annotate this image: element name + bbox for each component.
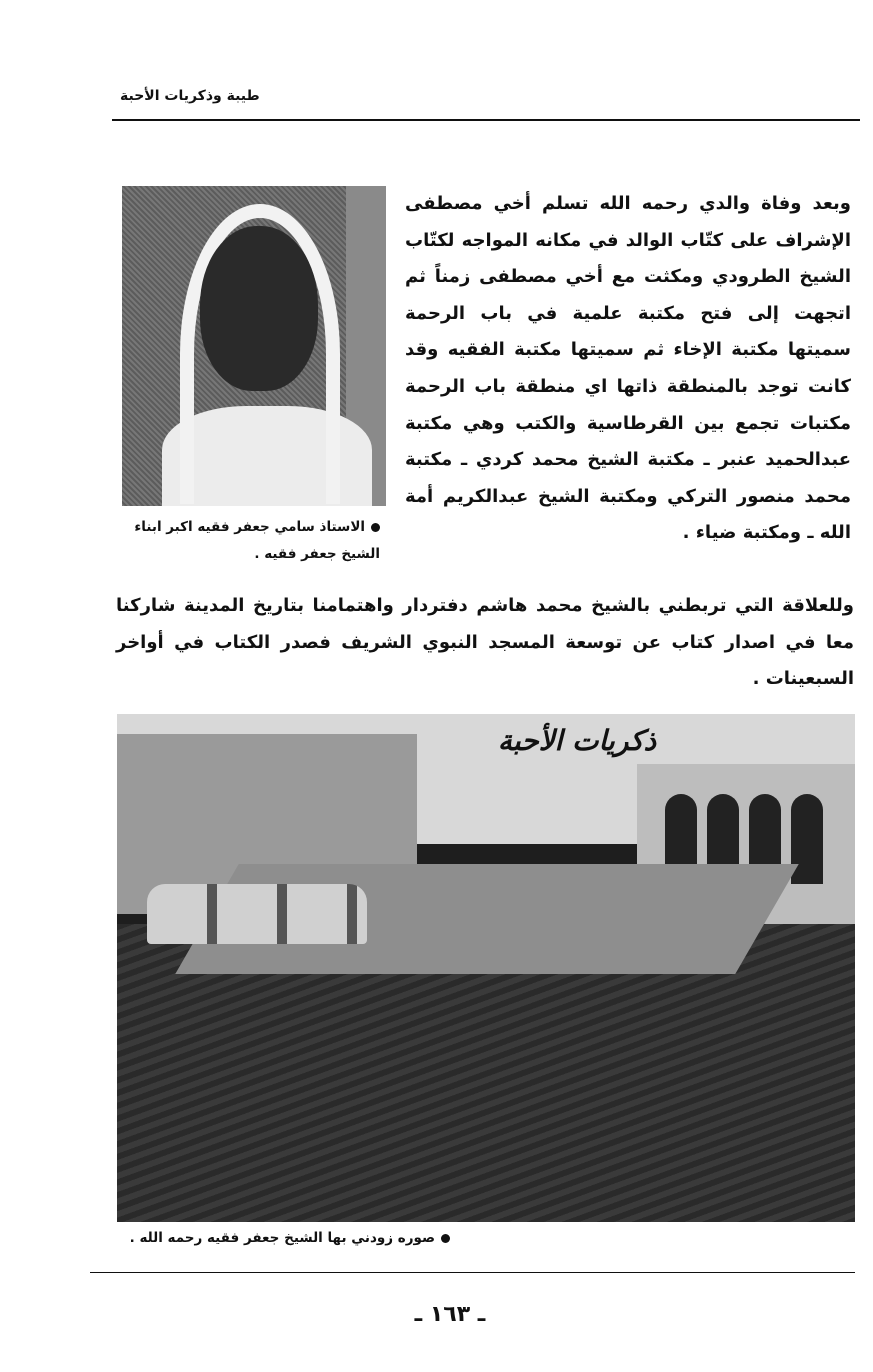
header-rule (112, 119, 860, 121)
body-paragraph-1: وبعد وفاة والدي رحمه الله تسلم أخي مصطفى الإشراف على كتّاب الوالد في مكانه المواجه لكتّاب الشيخ الطرودي ومكثت مع أخي مصطفى زمناً ثم اتجهت إلى فتح مكتبة علمية في باب الرحمة سميتها مكتبة الإخاء ثم سميتها مكتبة الفقيه وقد كانت توجد بالمنطقة ذاتها اي منطقة باب الرحمة مكتبات تجمع بين القرطاسية والكتب وهي مكتبة عبدالحميد عنبر ـ مكتبة الشيخ محمد كردي ـ مكتبة محمد منصور التركي ومكتبة الشيخ عبدالكريم أمة الله ـ ومكتبة ضياء . (405, 193, 851, 544)
bullet-dot-icon (371, 523, 380, 532)
portrait-caption (130, 514, 380, 568)
photo-cars (147, 884, 367, 944)
photo-caption-text: صوره زودني بها الشيخ جعفر فقيه رحمه الله . (129, 1230, 435, 1246)
portrait-photo (122, 186, 386, 506)
photo-title-overlay: ذكريات الأحبة (497, 724, 657, 757)
bullet-dot-icon (441, 1234, 450, 1243)
photo-arch (791, 794, 823, 884)
running-header-title: طيبة وذكريات الأحبة (120, 88, 260, 104)
portrait-face (200, 226, 318, 391)
footer-rule (90, 1272, 855, 1273)
page-number: ـ ١٦٣ ـ (414, 1302, 486, 1327)
body-paragraph-2: وللعلاقة التي تربطني بالشيخ محمد هاشم دفتردار واهتمامنا بتاريخ المدينة شاركنا معا في اصدار كتاب عن توسعة المسجد النبوي الشريف فصدر الكتاب في أواخر السبعينات . (116, 595, 854, 690)
photo-caption (125, 1228, 450, 1248)
portrait-caption-text: الاستاذ سامي جعفر فقيه اكبر ابناء الشيخ جعفر فقيه . (134, 519, 380, 562)
street-photo (117, 714, 855, 1222)
